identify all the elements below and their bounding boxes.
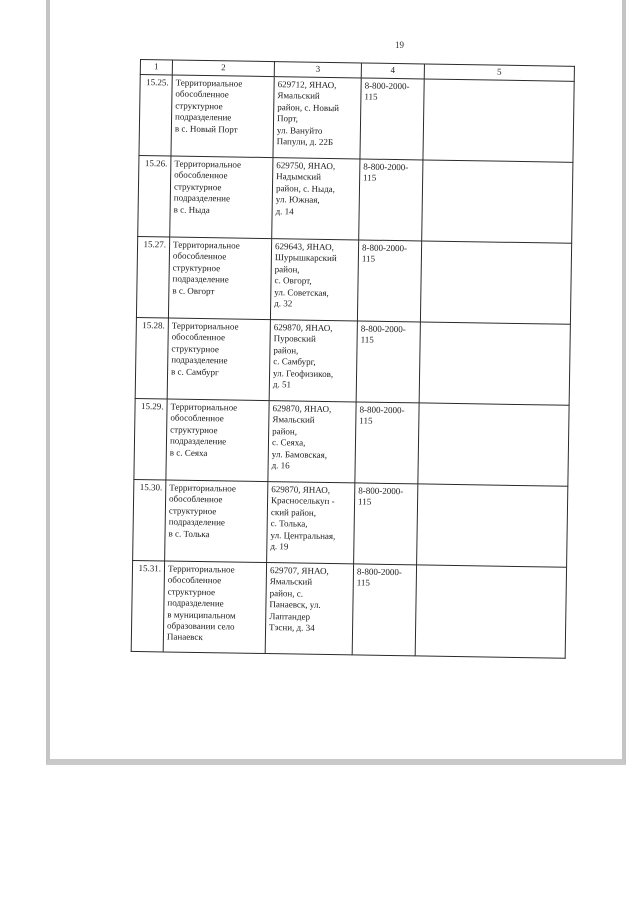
phone-line: 115: [363, 172, 377, 184]
subdivision-name-line: подразделение: [172, 273, 229, 285]
address-cell: [272, 158, 360, 240]
address-line: д. 19: [270, 541, 289, 552]
phone-cell: [356, 321, 420, 403]
subdivision-name-line: структурное: [168, 505, 217, 517]
phone-line: 115: [364, 91, 378, 103]
subdivision-name-line: структурное: [173, 181, 222, 193]
address-line: 629707, ЯНАО,: [269, 565, 329, 577]
subdivision-name-cell: [168, 237, 271, 320]
subdivision-name-line: образовании село: [167, 620, 235, 632]
phone-line: 8-800-2000-: [359, 404, 405, 416]
page-number: 19: [395, 40, 404, 50]
address-line: с. Сеяха,: [271, 437, 306, 448]
subdivision-name-line: подразделение: [168, 516, 226, 528]
subdivision-name-cell: [163, 561, 266, 654]
address-line: район,: [272, 425, 298, 437]
subdivision-name-line: структурное: [172, 262, 221, 274]
address-line: с. Овгорт,: [274, 275, 312, 286]
subdivision-name-line: обособленное: [175, 88, 229, 100]
subdivision-name-line: подразделение: [173, 192, 231, 204]
phone-cell: [360, 78, 424, 160]
phone-line: 8-800-2000-: [358, 485, 404, 497]
subdivision-name-line: подразделение: [175, 111, 232, 123]
address-line: д. 16: [271, 460, 290, 471]
table-row: [134, 398, 569, 486]
address-line: район, с.: [269, 587, 304, 599]
subdivision-name-cell: [171, 75, 274, 158]
address-line: 629643, ЯНАО,: [274, 241, 334, 253]
phone-cell: [357, 240, 421, 322]
header-cell-1: 1: [140, 60, 172, 76]
subdivision-name-line: в с. Ныда: [173, 204, 210, 215]
address-line: ул. Вануйто: [276, 124, 323, 136]
note-cell: [415, 565, 566, 658]
address-line: Ямальский: [269, 576, 313, 588]
address-cell: [267, 482, 355, 564]
subdivision-name-line: подразделение: [171, 354, 228, 366]
address-line: Ямальский: [272, 414, 315, 426]
subdivision-name-line: обособленное: [171, 331, 226, 343]
subdivision-name-line: подразделение: [167, 597, 224, 609]
subdivision-name-line: в муниципальном: [167, 609, 236, 621]
subdivision-name-line: Панаевск: [166, 631, 203, 643]
address-line: Пуровский: [273, 333, 316, 345]
note-cell: [422, 160, 573, 243]
note-cell: [420, 241, 571, 324]
subdivision-name-line: структурное: [175, 100, 223, 112]
subdivision-name-line: в с. Овгорт: [172, 285, 215, 296]
row-number-cell: 15.25.: [139, 75, 172, 156]
address-line: ский район,: [270, 506, 317, 518]
address-line: д. 51: [272, 379, 292, 390]
table-row: [138, 155, 573, 243]
phone-line: 115: [359, 415, 373, 427]
address-line: ул. Советская,: [274, 286, 329, 298]
subdivision-name-line: в с. Новый Порт: [174, 123, 238, 135]
address-cell: [268, 401, 356, 483]
table-row: [136, 236, 571, 324]
row-number-cell: 15.31.: [131, 560, 164, 651]
note-cell: [423, 79, 574, 162]
header-cell-5: 5: [424, 64, 574, 81]
phone-line: 8-800-2000-: [361, 242, 408, 254]
subdivision-name-line: обособленное: [169, 493, 223, 505]
subdivision-name-line: в с. Самбург: [171, 366, 219, 377]
note-cell: [417, 484, 568, 567]
subdivision-name-line: структурное: [171, 343, 219, 355]
subdivision-name-line: Территориальное: [171, 320, 239, 332]
table-row: [133, 479, 568, 567]
row-number-cell: 15.29.: [134, 398, 167, 479]
note-cell: [418, 403, 569, 486]
row-number-cell: 15.27.: [136, 236, 169, 317]
address-line: с. Самбург,: [273, 356, 316, 368]
row-number-cell: 15.28.: [135, 317, 168, 398]
address-line: Надымский: [276, 171, 322, 183]
address-line: район,: [273, 344, 299, 356]
subdivision-name-cell: [166, 399, 269, 482]
address-cell: [269, 320, 357, 402]
subdivision-name-line: структурное: [170, 424, 218, 436]
address-cell: [270, 239, 358, 321]
phone-line: 8-800-2000-: [363, 161, 409, 173]
header-cell-2: 2: [172, 60, 274, 77]
address-line: 629712, ЯНАО,: [277, 79, 337, 91]
subdivision-name-line: Территориальное: [167, 563, 235, 575]
phone-line: 8-800-2000-: [360, 323, 406, 335]
subdivision-name-cell: [165, 480, 268, 563]
phone-cell: [359, 159, 423, 241]
address-line: Шурышкарский: [274, 252, 337, 264]
subdivision-name-line: подразделение: [169, 435, 227, 447]
address-cell: [265, 563, 353, 655]
address-line: район,: [274, 263, 300, 275]
address-line: Панаевск, ул.: [269, 599, 321, 611]
subdivision-name-line: Территориальное: [174, 158, 242, 170]
subdivision-name-line: обособленное: [172, 250, 227, 262]
address-line: Порт,: [277, 113, 299, 124]
subdivision-name-line: в с. Сеяха: [169, 447, 208, 458]
subdivision-name-cell: [167, 318, 270, 401]
address-line: Красноселькуп -: [271, 495, 335, 507]
subdivision-name-line: в с. Толька: [168, 528, 210, 539]
subdivision-name-line: Территориальное: [175, 77, 243, 89]
header-cell-4: 4: [361, 63, 424, 79]
subdivision-name-line: структурное: [167, 586, 216, 598]
address-line: д. 32: [274, 298, 293, 309]
address-line: ул. Геофизиков,: [273, 367, 334, 379]
address-line: Папули, д. 22Б: [276, 136, 334, 148]
address-line: район, с. Новый: [277, 101, 340, 113]
address-line: с. Толька,: [270, 518, 308, 529]
address-line: ул. Южная,: [275, 194, 320, 206]
phone-line: 115: [357, 496, 372, 508]
address-line: район, с. Ныда,: [275, 182, 336, 194]
phone-line: 115: [360, 334, 374, 346]
table-row: [131, 560, 566, 658]
address-line: д. 14: [275, 205, 294, 217]
subdivision-name-line: обособленное: [170, 412, 224, 424]
subdivision-name-line: Территориальное: [173, 239, 240, 251]
address-line: Ямальский: [277, 90, 320, 102]
phone-line: 8-800-2000-: [364, 80, 410, 92]
subdivision-name-line: обособленное: [167, 574, 222, 586]
table-body: [131, 60, 574, 659]
phone-line: 115: [356, 577, 371, 589]
row-number-cell: 15.30.: [133, 479, 166, 560]
address-line: Лаптандер: [269, 610, 311, 622]
table-row: [135, 317, 570, 405]
address-line: Тэсни, д. 34: [269, 622, 315, 633]
address-line: ул. Центральная,: [270, 529, 336, 541]
address-cell: [273, 77, 361, 159]
subdivision-name-line: обособленное: [174, 169, 228, 181]
subdivision-name-cell: [170, 156, 273, 239]
subdivision-name-line: Территориальное: [169, 482, 237, 494]
row-number-cell: 15.26.: [138, 155, 171, 236]
table-row: [139, 75, 574, 163]
address-line: ул. Бамовская,: [271, 448, 328, 460]
address-line: 629870, ЯНАО,: [273, 322, 333, 334]
address-line: 629750, ЯНАО,: [276, 160, 336, 172]
phone-line: 8-800-2000-: [356, 566, 403, 578]
header-cell-3: 3: [274, 62, 361, 78]
phone-line: 115: [361, 253, 376, 265]
branch-register-table: [131, 59, 575, 659]
phone-cell: [355, 402, 419, 484]
phone-cell: [352, 564, 416, 656]
subdivision-name-line: Территориальное: [170, 401, 238, 413]
phone-cell: [354, 483, 418, 565]
note-cell: [419, 322, 570, 405]
address-line: 629870, ЯНАО,: [272, 403, 332, 415]
address-line: 629870, ЯНАО,: [271, 484, 331, 496]
